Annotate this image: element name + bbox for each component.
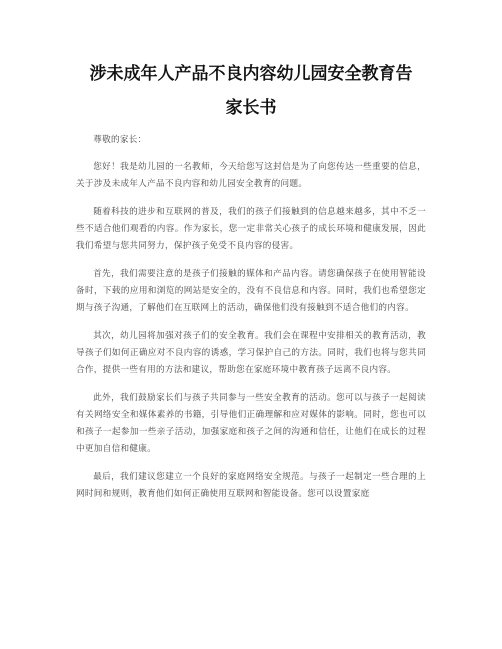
paragraph-4: 其次，幼儿园将加强对孩子们的安全教育。我们会在课程中安排相关的教育活动，教导孩子们如何正确应对不良内容的诱惑，学习保护自己的方法。同时，我们也将与您共同合作，提供一些有用的方法和建议，帮助您在家庭环境中教育孩子远离不良内容。 (76, 331, 426, 375)
paragraph-2: 随着科技的进步和互联网的普及，我们的孩子们接触到的信息越来越多，其中不乏一些不适合他们观看的内容。作为家长，您一定非常关心孩子的成长环境和健康发展，因此我们希望与您共同努力，保护孩子免受不良内容的侵害。 (76, 207, 426, 251)
paragraph-6: 最后，我们建议您建立一个良好的家庭网络安全规范。与孩子一起制定一些合理的上网时间和规则，教育他们如何正确使用互联网和智能设备。您可以设置家庭 (76, 472, 426, 499)
document-title-line-2: 家长书 (225, 98, 277, 118)
document-title-line-1: 涉未成年人产品不良内容幼儿园安全教育告 (89, 64, 413, 84)
paragraph-3: 首先，我们需要注意的是孩子们接触的媒体和产品内容。请您确保孩子在使用智能设备时，下载的应用和浏览的网站是安全的，没有不良信息和内容。同时，我们也希望您定期与孩子沟通，了解他们在互联网上的活动，确保他们没有接触到不适合他们的内容。 (76, 269, 426, 313)
paragraph-5: 此外，我们鼓励家长们与孩子共同参与一些安全教育的活动。您可以与孩子一起阅读有关网络安全和媒体素养的书籍，引导他们正确理解和应对媒体的影响。同时，您也可以和孩子一起参加一些亲子活动，加强家庭和孩子之间的沟通和信任，让他们在成长的过程中更加自信和健康。 (76, 393, 426, 454)
document-body (76, 132, 426, 514)
greeting: 尊敬的家长： (93, 135, 147, 145)
paragraph-1: 您好！我是幼儿园的一名教师，今天给您写这封信是为了向您传达一些重要的信息，关于涉及未成年人产品不良内容和幼儿园安全教育的问题。 (76, 162, 426, 189)
